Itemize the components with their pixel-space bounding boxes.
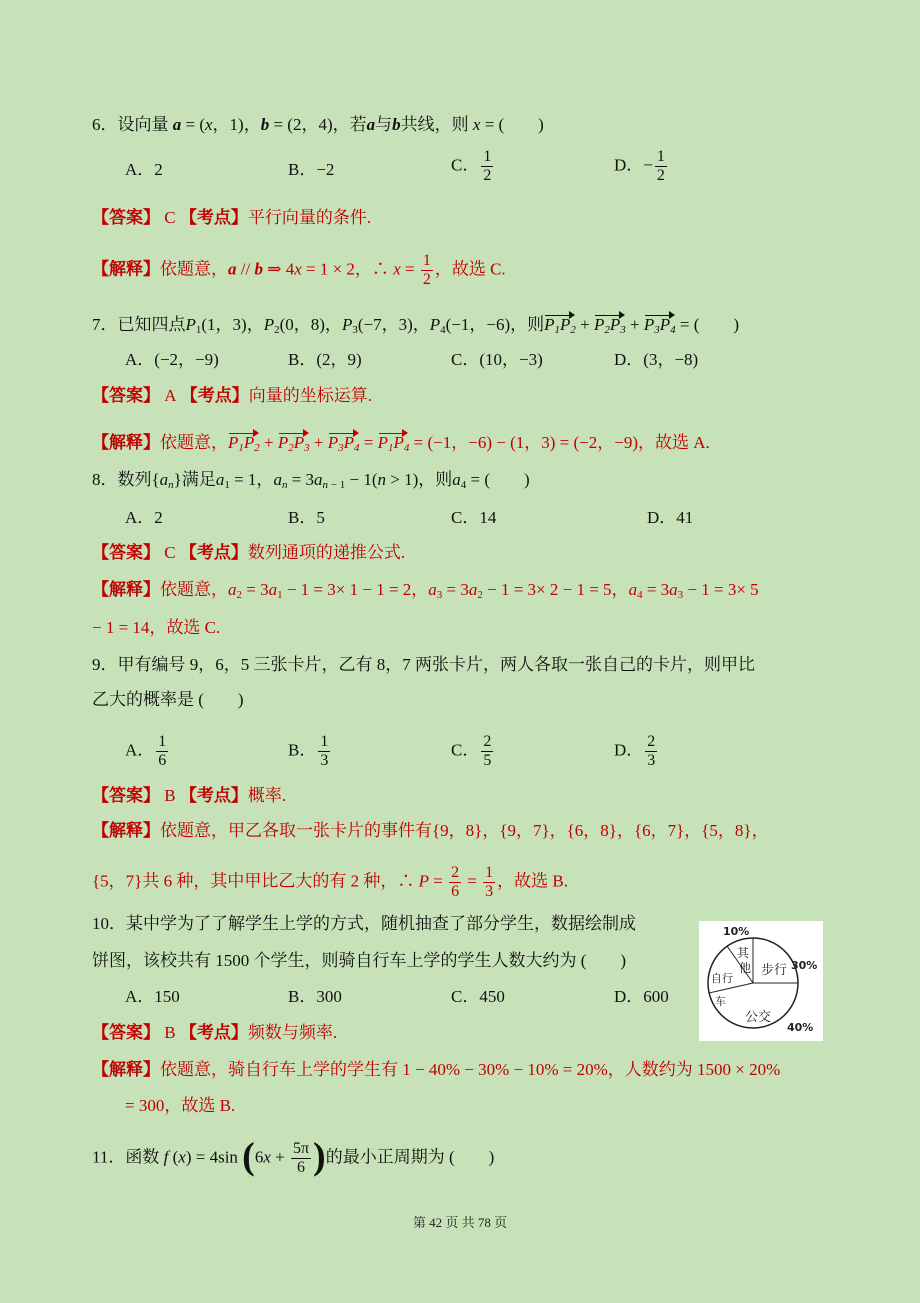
q9-option-d: D． $\frac{2}{3}$ (614, 733, 656, 769)
q10-explanation-line2: = 300，故选 B. (125, 1096, 236, 1115)
pie-label-other-2: 他 (739, 961, 752, 975)
pie-label-bike-1: 自行 (711, 972, 733, 985)
q7-option-b: B．(2，9) (288, 350, 362, 369)
pie-chart (699, 921, 823, 1041)
q9-option-b: B． $\frac{1}{3}$ (288, 733, 329, 769)
pie-label-other-1: 其 (737, 946, 750, 960)
q9-option-c: C． $\frac{2}{5}$ (451, 733, 492, 769)
q6-answer: 【答案】 C 【考点】平行向量的条件. (92, 208, 372, 227)
q6-option-b: B．−2 (288, 160, 335, 179)
pie-pct-other: 10% (723, 925, 750, 938)
q8-answer: 【答案】 C 【考点】数列通项的递推公式. (92, 543, 406, 562)
q8-explanation-line2: − 1 = 14，故选 C. (92, 618, 221, 637)
q10-stem-line1: 10．某中学为了了解学生上学的方式，随机抽查了部分学生，数据绘制成 (92, 914, 636, 933)
pie-pct-bus: 40% (787, 1021, 814, 1034)
q11-stem: 11．函数 f (x) = 4sin (6x + $\frac{5\pi}{6}$ )的最小正周期为 ( ) (92, 1135, 495, 1178)
q8-option-c: C．14 (451, 508, 497, 527)
q10-option-d: D．600 (614, 987, 669, 1006)
q8-stem: 8．数列$\{a_n\}$满足$a_1 = 1$，$a_n = 3a_{n - 1} - 1(n > 1)$，则$a_4$ = ( ) (92, 470, 530, 491)
q8-explanation-line1: 【解释】依题意，$a_2 = 3a_1 - 1 = 3\times 1 - 1 = 2$，$a_3 = 3a_2 - 1 = 3\times 2 - 1 = 5$，$a_4 = 3a_3 - 1 = 3\times 5$ (92, 580, 759, 601)
pie-label-bike-2: 车 (715, 995, 726, 1008)
pie-label-walk: 步行 (761, 963, 788, 978)
q8-option-a: A．2 (125, 508, 163, 527)
pie-chart-svg (699, 921, 823, 1041)
q9-explanation-line1: 【解释】依题意，甲乙各取一张卡片的事件有{9，8}，{9，7}，{6，8}，{6，7}，{5，8}， (92, 821, 769, 840)
q10-option-b: B．300 (288, 987, 342, 1006)
q7-answer: 【答案】 A 【考点】向量的坐标运算. (92, 386, 373, 405)
q10-option-c: C．450 (451, 987, 505, 1006)
q10-stem-line2: 饼图，该校共有 1500 个学生，则骑自行车上学的学生人数大约为 ( ) (92, 951, 627, 970)
q9-stem-line2: 乙大的概率是 ( ) (92, 690, 244, 709)
q8-option-b: B．5 (288, 508, 325, 527)
q6-explanation: 【解释】依题意，a // b ⇒ 4x = 1 × 2，∴ x = $\frac{1}{2}$ ，故选 C. (92, 252, 506, 288)
q6-option-d: D．− $\frac{1}{2}$ (614, 148, 665, 184)
q9-option-a: A． $\frac{1}{6}$ (125, 733, 167, 769)
q7-explanation: 【解释】依题意，$P_1P_2 + P_2P_3 + P_3P_4 = P_1P_4 = (-1$，−6) − (1，3) = (−2，−9)，故选 A. (92, 431, 710, 460)
page-footer: 第 42 页 共 78 页 (412, 1215, 508, 1230)
q6-option-a: A．2 (125, 160, 163, 179)
pie-pct-walk: 30% (791, 959, 818, 972)
q6-stem: 6．设向量 a = (x，1)，b = (2，4)，若a与b共线，则 x = ( ) (92, 115, 544, 134)
q7-stem: 7．已知四点$P_1(1$，3)，$P_2(0$，8)，$P_3(-7$，3)，$P_4(-1$，−6)，则$P_1P_2 + P_2P_3 + P_3P_4$ = ( ) (92, 313, 739, 342)
q6-option-c: C． $\frac{1}{2}$ (451, 148, 492, 184)
q9-answer: 【答案】 B 【考点】概率. (92, 786, 287, 805)
q9-stem-line1: 9．甲有编号 9，6，5 三张卡片，乙有 8，7 两张卡片，两人各取一张自己的卡片，则甲比 (92, 655, 755, 674)
q7-option-a: A．(−2，−9) (125, 350, 219, 369)
pie-label-bus: 公交 (745, 1010, 772, 1025)
q10-explanation-line1: 【解释】依题意，骑自行车上学的学生有 1 − 40% − 30% − 10% = 20%，人数约为 1500 × 20% (92, 1060, 781, 1079)
q7-option-d: D．(3，−8) (614, 350, 699, 369)
q7-option-c: C．(10，−3) (451, 350, 543, 369)
q9-explanation-line2: {5，7}共 6 种，其中甲比乙大的有 2 种，∴ P = $\frac{2}{6}$ = $\frac{1}{3}$ ，故选 B. (92, 864, 568, 900)
q10-option-a: A．150 (125, 987, 180, 1006)
q10-answer: 【答案】 B 【考点】频数与频率. (92, 1023, 338, 1042)
q8-option-d: D．41 (647, 508, 694, 527)
